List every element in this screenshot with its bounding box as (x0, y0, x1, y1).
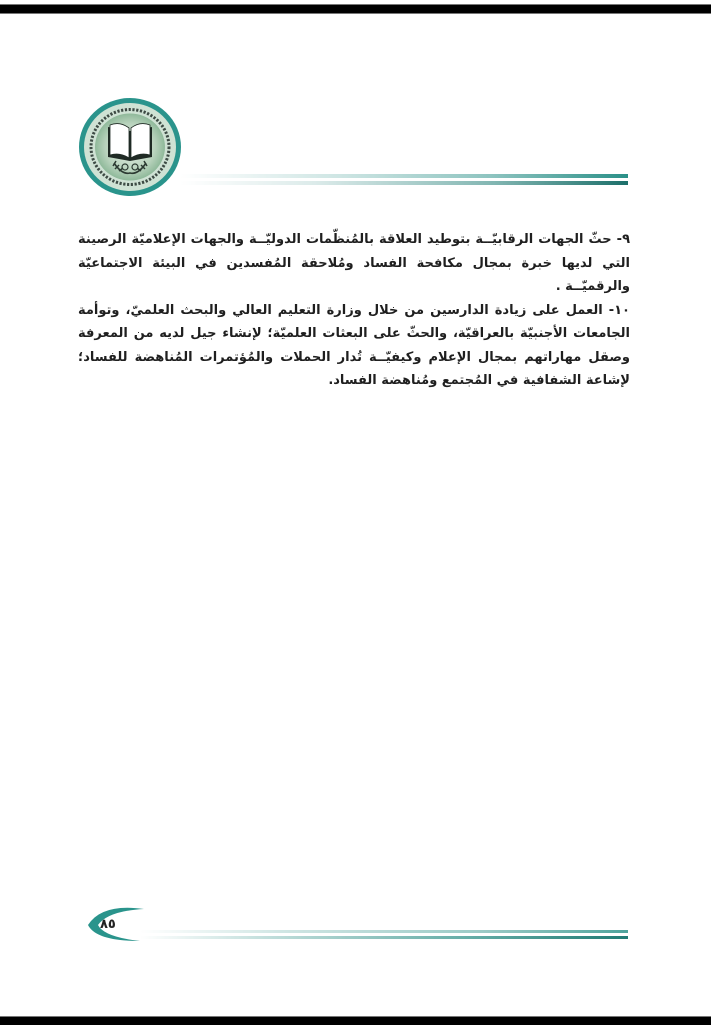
emblem-logo-icon (78, 97, 182, 197)
footer-rule-bottom (140, 936, 628, 939)
item-text: حثّ الجهات الرقابيّــة بتوطيد العلاقة بالمُنظّمات الدوليّــة والجهات الإعلاميّة الرصينة التي لديها خبرة بمجال مكافحة الفساد ومُلاحقة المُفسدين في البيئة الاجتماعيّة والرقميّــة . (78, 232, 630, 294)
body-text (78, 228, 630, 393)
item-number: ١٠- (608, 302, 630, 318)
footer-rule-top (140, 930, 628, 933)
item-number: ٩- (616, 232, 631, 247)
top-scan-border (0, 4, 711, 14)
page-number: ٨٥ (100, 917, 116, 932)
page-number-tab-icon (82, 905, 152, 945)
list-item-10 (78, 299, 630, 393)
header-rule-top (180, 174, 628, 178)
header-rule-bottom (180, 181, 628, 185)
list-item-9 (78, 228, 630, 299)
item-text: العمل على زيادة الدارسين من خلال وزارة التعليم العالي والبحث العلميّ، وتوأمة الجامعات الأجنبيّة بالعراقيّة، والحثّ على البعثات العلميّة؛ لإنشاء جيل لديه من المعرفة وصقل مهاراتهم بمجال الإعلام وكيفيّــة تُدار الحملات والمُؤتمرات المُناهضة للفساد؛ لإشاعة الشفافية في المُجتمع ومُناهضة الفساد. (78, 302, 630, 388)
